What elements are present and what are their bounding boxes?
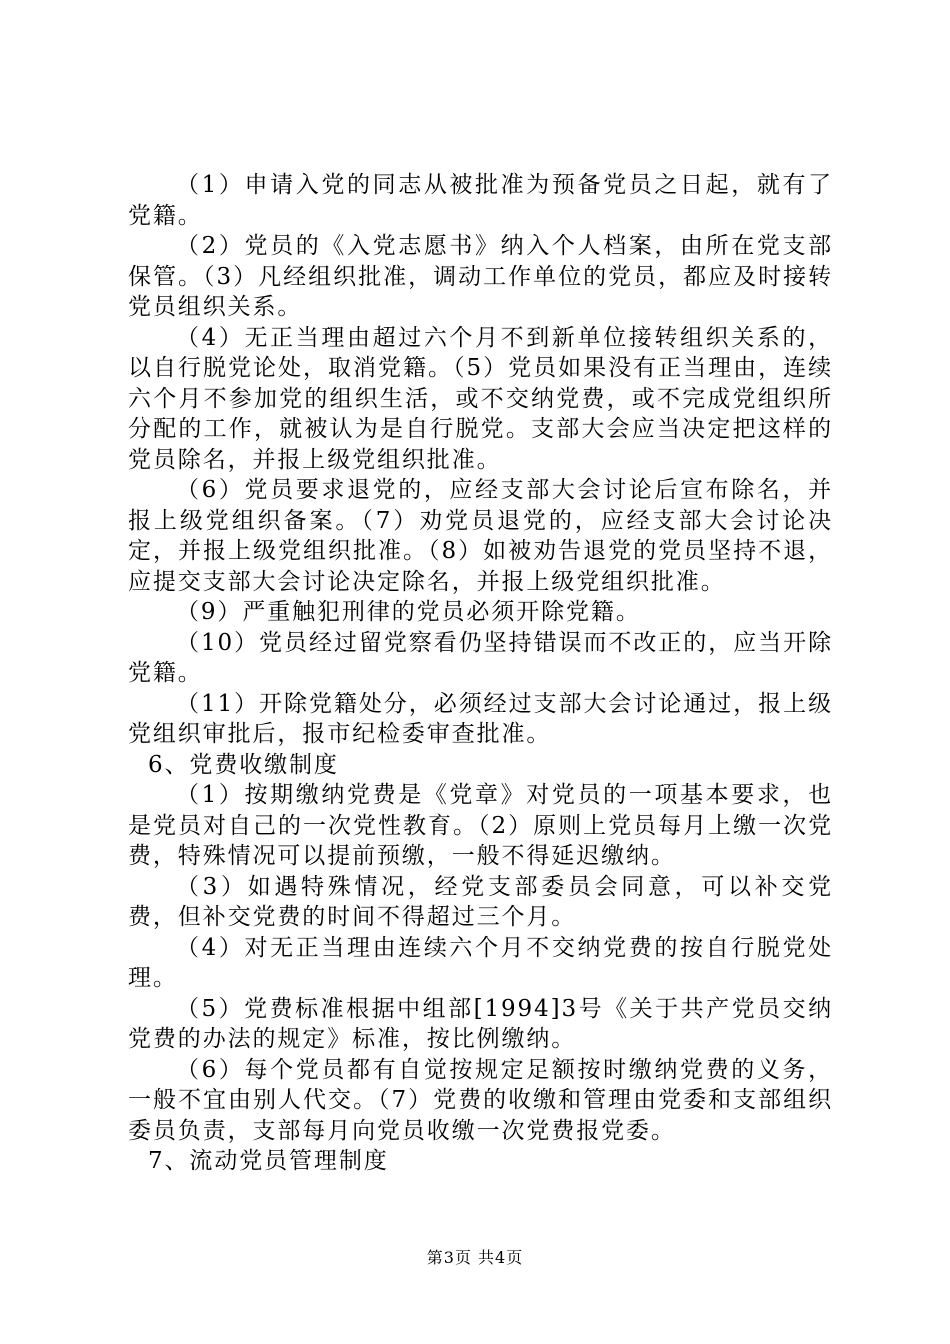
document-body [128, 170, 833, 1177]
paragraph-6: （10）党员经过留党察看仍坚持错误而不改正的，应当开除党籍。 [128, 629, 833, 686]
paragraph-4: （6）党员要求退党的，应经支部大会讨论后宣布除名，并报上级党组织备案。（7）劝党员退党的，应经支部大会讨论决定，并报上级党组织批准。（8）如被劝告退党的党员坚持不退，应提交支部大会讨论决定除名，并报上级党组织批准。 [128, 477, 833, 595]
section-heading-party-dues: 6、党费收缴制度 [148, 751, 339, 778]
paragraph-11: （5）党费标准根据中组部[1994]3号《关于共产党员交纳党费的办法的规定》标准，按比例缴纳。 [128, 995, 833, 1052]
paragraph-3: （4）无正当理由超过六个月不到新单位接转组织关系的，以自行脱党论处，取消党籍。（5）党员如果没有正当理由，连续六个月不参加党的组织生活，或不交纳党费，或不完成党组织所分配的工作，就被认为是自行脱党。支部大会应当决定把这样的党员除名，并报上级党组织批准。 [128, 324, 833, 473]
page-number-footer: 第3页 共4页 [426, 1248, 524, 1267]
paragraph-7: （11）开除党籍处分，必须经过支部大会讨论通过，报上级党组织审批后，报市纪检委审查批准。 [128, 690, 833, 747]
paragraph-9: （3）如遇特殊情况，经党支部委员会同意，可以补交党费，但补交党费的时间不得超过三个月。 [128, 873, 833, 930]
paragraph-5: （9）严重触犯刑律的党员必须开除党籍。 [176, 599, 641, 625]
section-heading-mobile-members: 7、流动党员管理制度 [148, 1148, 389, 1174]
paragraph-8: （1）按期缴纳党费是《党章》对党员的一项基本要求，也是党员对自己的一次党性教育。（2）原则上党员每月上缴一次党费，特殊情况可以提前预缴，一般不得延迟缴纳。 [128, 782, 833, 869]
paragraph-12: （6）每个党员都有自觉按规定足额按时缴纳党费的义务，一般不宜由别人代交。（7）党费的收缴和管理由党委和支部组织委员负责，支部每月向党员收缴一次党费报党委。 [128, 1056, 833, 1144]
paragraph-10: （4）对无正当理由连续六个月不交纳党费的按自行脱党处理。 [128, 934, 833, 991]
paragraph-2: （2）党员的《入党志愿书》纳入个人档案，由所在党支部保管。（3）凡经组织批准，调动工作单位的党员，都应及时接转党员组织关系。 [128, 233, 833, 320]
paragraph-1: （1）申请入党的同志从被批准为预备党员之日起，就有了党籍。 [128, 172, 833, 229]
